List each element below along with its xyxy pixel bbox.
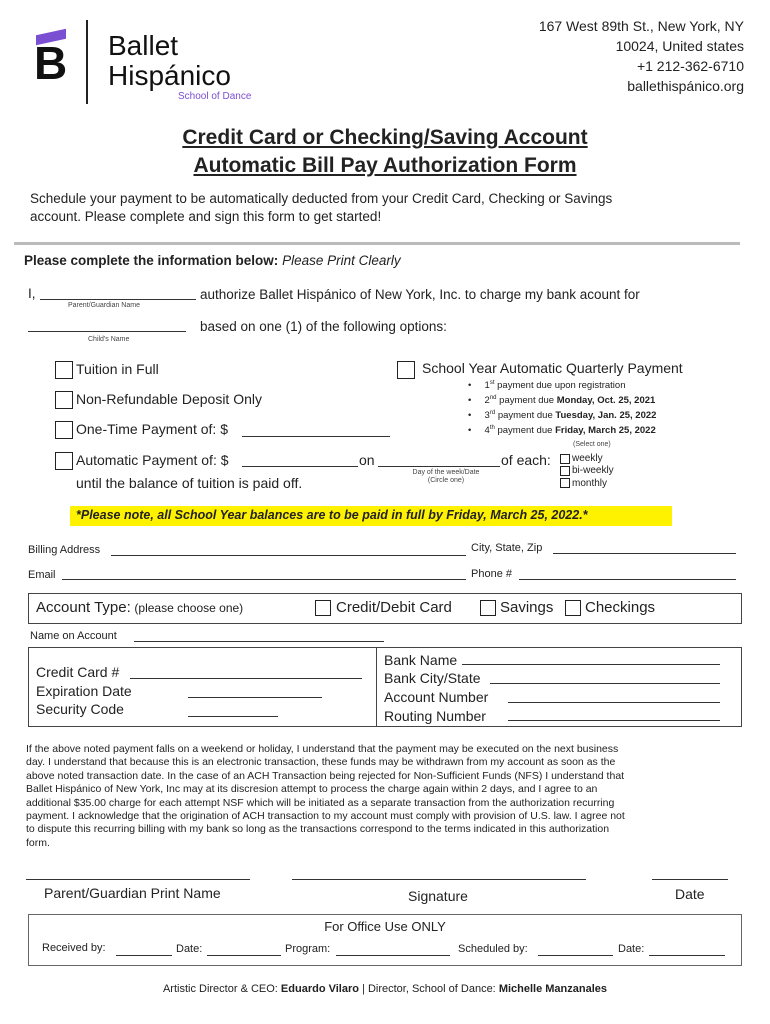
tuition-full-checkbox[interactable] [55,361,73,379]
credit-label: Credit/Debit Card [336,599,452,616]
office-date-label: Date: [176,943,203,955]
one-time-label: One-Time Payment of: $ [76,421,228,437]
legal-line-1: If the above noted payment falls on a weekend or holiday, I understand that the payment may be executed on the next business [26,743,619,755]
cc-number-field[interactable] [130,663,362,679]
legal-text [26,743,625,850]
email-label: Email [28,569,56,581]
office-use-heading: For Office Use ONLY [324,919,446,934]
footer-separator: | [358,983,368,995]
quarterly-item-2: • 2nd payment due Monday, Oct. 25, 2021 [468,395,656,407]
quarterly-item-3: • 3rd payment due Tuesday, Jan. 25, 2022 [468,410,657,422]
print-name-label: Parent/Guardian Print Name [44,885,221,901]
quarterly-label: School Year Automatic Quarterly Payment [422,360,683,376]
savings-label: Savings [500,599,554,616]
based-text: based on one (1) of the following options: [200,319,447,334]
deposit-label: Non-Refundable Deposit Only [76,391,262,407]
org-sub: School of Dance [178,91,252,102]
office-scheduled-field[interactable] [538,943,613,956]
automatic-label: Automatic Payment of: $ [76,452,229,468]
monthly-label: monthly [572,478,608,489]
legal-line-4: Ballet Hispánico of New York, Inc may at its discresion attempt to process the charge again within 2 days, and I agree to an [26,783,598,796]
office-program-label: Program: [285,943,331,955]
expiration-label: Expiration Date [36,683,132,699]
office-program-field[interactable] [336,943,450,956]
credit-checkbox[interactable] [315,600,331,616]
intro-line-1: Schedule your payment to be automatically deducted from your Credit Card, Checking or Savings [30,191,613,206]
account-number-label: Account Number [384,689,489,705]
until-text: until the balance of tuition is paid off. [76,475,303,491]
routing-number-label: Routing Number [384,708,486,724]
logo-mark: B [34,37,68,89]
signature-line[interactable] [292,866,586,880]
account-type-label: Account Type: (please choose one) [36,599,244,616]
day-caption-line-1: Day of the week/Date [412,469,480,476]
legal-line-2: day. I understand that because this is an electronic transaction, these funds may be withdrawn from my account as soon as the [26,756,616,769]
security-code-label: Security Code [36,701,124,717]
authorize-text: authorize Ballet Hispánico of New York, Inc. to charge my bank acount for [200,287,640,302]
office-date2-label: Date: [618,943,645,955]
of-each-label: of each: [501,452,551,468]
email-field[interactable] [62,567,466,580]
automatic-amount-field[interactable] [242,451,358,467]
billing-address-field[interactable] [111,543,466,556]
child-name-caption: Child's Name [88,336,130,343]
i-label: I, [28,286,36,301]
one-time-checkbox[interactable] [55,421,73,439]
day-field[interactable] [378,451,500,467]
print-name-line[interactable] [26,866,250,880]
weekly-checkbox[interactable] [560,454,570,464]
office-scheduled-label: Scheduled by: [458,943,528,955]
savings-checkbox[interactable] [480,600,496,616]
expiration-field[interactable] [188,683,322,698]
signature-label: Signature [408,888,468,904]
footer-ad-label: Artistic Director & CEO: [162,983,278,995]
office-received-label: Received by: [42,942,106,954]
tuition-full-label: Tuition in Full [76,361,159,377]
date-label: Date [675,886,705,902]
name-on-account-field[interactable] [134,629,384,642]
legal-line-8: form. [26,836,50,849]
phone-label: Phone # [471,568,512,580]
one-time-amount-field[interactable] [242,421,390,437]
office-date2-field[interactable] [649,943,725,956]
bank-city-field[interactable] [490,669,720,684]
footer-credits [0,983,770,995]
biweekly-label: bi-weekly [572,465,614,476]
phone-number: +1 212-362-6710 [636,58,744,74]
legal-line-3: above noted transaction date. In the case of an ACH Transaction being rejected for Non-Sufficient Funds (NFS) I understand that [26,769,625,782]
checkings-checkbox[interactable] [565,600,581,616]
footer-dir-name: Michelle Manzanales [498,983,608,995]
section-heading [24,253,401,268]
biweekly-checkbox[interactable] [560,466,570,476]
title-line-1: Credit Card or Checking/Saving Account [182,126,588,149]
phone-field[interactable] [519,567,736,580]
city-label: City, State, Zip [471,542,543,554]
address-line-2: 10024, United states [615,38,744,54]
day-caption [400,469,492,485]
name-on-account-label: Name on Account [30,630,117,642]
checkings-label: Checkings [585,599,656,616]
section-heading-note: Please Print Clearly [282,253,401,268]
legal-line-7: to dispute this recurring billing with my bank so long as the transactions correspond to the terms indicated in this authorization [26,823,610,836]
deadline-note: *Please note, all School Year balances are to be paid in full by Friday, March 25, 2022.* [70,506,672,526]
deposit-checkbox[interactable] [55,391,73,409]
monthly-checkbox[interactable] [560,478,570,488]
bank-city-label: Bank City/State [384,670,481,686]
quarterly-item-1: • 1st payment due upon registration [468,380,626,392]
quarterly-checkbox[interactable] [397,361,415,379]
logo-divider [86,20,88,104]
legal-line-5: additional $35.00 charge for each attempt NSF which will be initiated as a separate transaction from the authorization recurring [26,796,615,809]
office-received-field[interactable] [116,943,172,956]
date-line[interactable] [652,866,728,880]
select-one-caption: (Select one) [573,441,611,448]
office-date-field[interactable] [207,943,281,956]
bank-name-label: Bank Name [384,652,458,668]
section-heading-label: Please complete the information below: [24,253,279,268]
day-caption-line-2: (Circle one) [427,477,465,484]
security-code-field[interactable] [188,702,278,717]
footer-ad-name: Eduardo Vilaro [280,983,359,995]
intro-line-2: account. Please complete and sign this form to get started! [30,209,382,224]
logo [34,28,269,108]
automatic-checkbox[interactable] [55,452,73,470]
billing-address-label: Billing Address [28,544,101,556]
footer-dir-label: Director, School of Dance: [367,983,496,995]
intro-text [30,190,612,226]
routing-number-field[interactable] [508,706,720,721]
address-line-1: 167 West 89th St., New York, NY [538,18,744,34]
org-address [539,16,744,96]
quarterly-item-4: • 4th payment due Friday, March 25, 2022 [468,425,656,437]
parent-name-field[interactable] [40,284,196,300]
weekly-label: weekly [572,453,603,464]
website: ballethispánico.org [627,78,744,94]
title-line-2: Automatic Bill Pay Authorization Form [193,154,577,177]
on-label: on [359,452,375,468]
form-title [0,124,770,180]
parent-name-caption: Parent/Guardian Name [68,302,140,309]
payment-details-divider [376,647,377,727]
legal-line-6: payment. I acknowledge that the origination of ACH transaction to my account must comply with provision of U.S. law. I agree not [26,810,625,823]
section-divider [14,242,740,245]
account-number-field[interactable] [508,688,720,703]
child-name-field[interactable] [28,316,186,332]
bank-name-field[interactable] [462,650,720,665]
city-field[interactable] [553,541,736,554]
org-name-line-1: Ballet [108,30,179,61]
cc-number-label: Credit Card # [36,664,120,680]
org-name-line-2: Hispánico [108,60,231,91]
quarterly-schedule [468,377,656,438]
